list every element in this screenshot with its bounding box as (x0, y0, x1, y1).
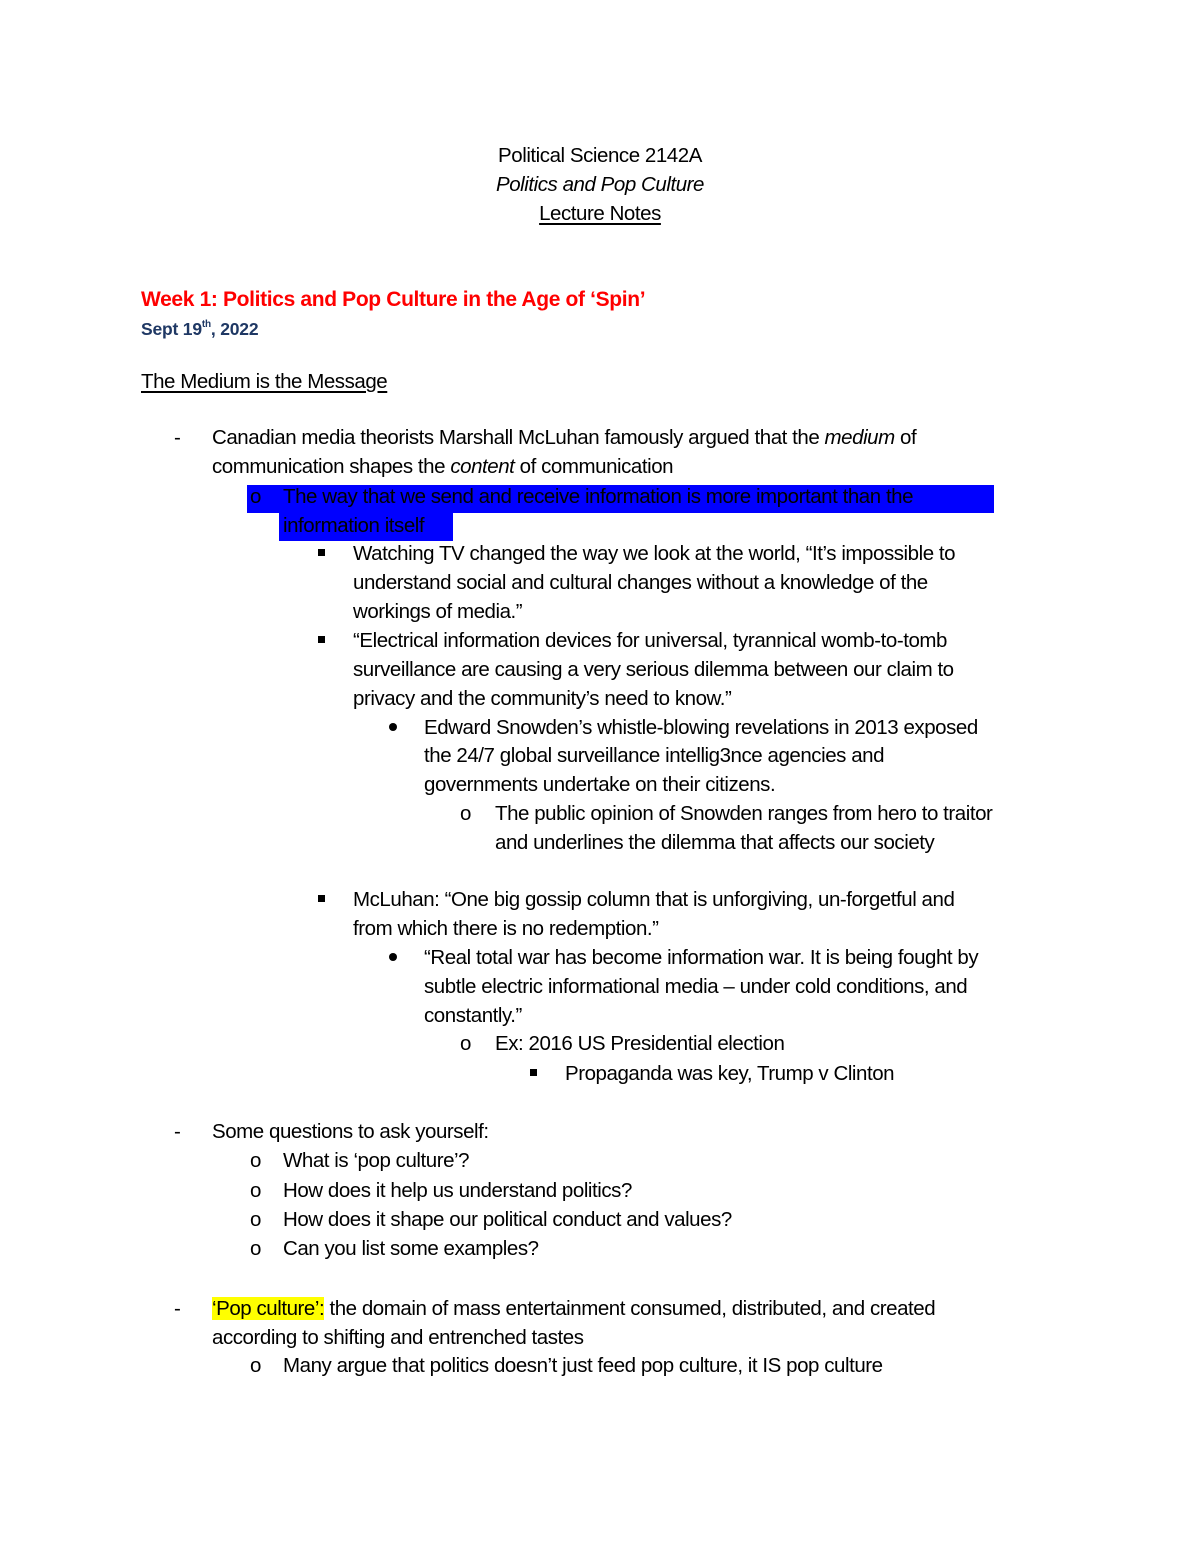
square-bullet (318, 636, 325, 643)
lecture-notes-label: Lecture Notes (539, 202, 661, 225)
highlight-line-2: information itself (283, 514, 425, 537)
electrical-line-3: privacy and the community’s need to know.” (353, 687, 732, 710)
circle-bullet: o (250, 1354, 262, 1377)
tv-line-3: workings of media.” (353, 600, 523, 623)
date-superscript: th (201, 319, 211, 331)
popculture-definition: the domain of mass entertainment consumed, distributed, and created (324, 1297, 936, 1320)
mcluhan-text-b: of (894, 426, 917, 449)
popculture-line-2: according to shifting and entrenched tastes (212, 1326, 584, 1349)
section-heading: The Medium is the Message (141, 370, 388, 393)
lecture-notes-title (0, 200, 1200, 228)
mcluhan-em-content: content (450, 455, 515, 478)
circle-bullet: o (250, 1237, 262, 1260)
gossip-line-2: from which there is no redemption.” (353, 917, 659, 940)
dot-bullet (389, 953, 397, 961)
highlight-line-1: The way that we send and receive information is more important than the (283, 485, 914, 508)
snowden-line-3: governments undertake on their citizens. (424, 773, 776, 796)
gossip-line-1: McLuhan: “One big gossip column that is unforgiving, un-forgetful and (353, 888, 955, 911)
popculture-line-1 (212, 1295, 935, 1323)
popculture-term: ‘Pop culture’: (212, 1297, 325, 1320)
question-item: How does it shape our political conduct and values? (283, 1208, 732, 1231)
dash-bullet: - (174, 1120, 181, 1143)
mcluhan-line-2 (212, 453, 673, 481)
mcluhan-em-medium: medium (824, 426, 895, 449)
circle-bullet: o (460, 1032, 472, 1055)
tv-line-1: Watching TV changed the way we look at the world, “It’s impossible to (353, 542, 956, 565)
electrical-line-2: surveillance are causing a very serious dilemma between our claim to (353, 658, 954, 681)
circle-bullet: o (250, 485, 262, 508)
course-title: Political Science 2142A (498, 144, 702, 167)
snowden-line-1: Edward Snowden’s whistle-blowing revelations in 2013 exposed (424, 716, 978, 739)
date-prefix: Sept 19 (141, 319, 202, 339)
war-line-2: subtle electric informational media – under cold conditions, and (424, 975, 968, 998)
opinion-line-2: and underlines the dilemma that affects our society (495, 831, 935, 854)
circle-bullet: o (250, 1208, 262, 1231)
question-item: What is ‘pop culture’? (283, 1149, 470, 1172)
circle-bullet: o (250, 1149, 262, 1172)
snowden-line-2: the 24/7 global surveillance intellig3nce agencies and (424, 744, 885, 767)
course-subtitle: Politics and Pop Culture (496, 173, 704, 196)
mcluhan-text-d: of communication (514, 455, 674, 478)
week-date (141, 315, 258, 343)
square-bullet (530, 1069, 537, 1076)
circle-bullet: o (250, 1179, 262, 1202)
war-line-1: “Real total war has become information war. It is being fought by (424, 946, 979, 969)
week-title: Week 1: Politics and Pop Culture in the Age of ‘Spin’ (141, 288, 646, 311)
tv-line-2: understand social and cultural changes without a knowledge of the (353, 571, 928, 594)
popculture-argue: Many argue that politics doesn’t just feed pop culture, it IS pop culture (283, 1354, 883, 1377)
dot-bullet (389, 723, 397, 731)
dash-bullet: - (174, 1297, 181, 1320)
square-bullet (318, 895, 325, 902)
date-suffix: , 2022 (210, 319, 259, 339)
mcluhan-text-c: communication shapes the (212, 455, 451, 478)
opinion-line-1: The public opinion of Snowden ranges from hero to traitor (495, 802, 993, 825)
circle-bullet: o (460, 802, 472, 825)
mcluhan-line-1 (212, 424, 916, 452)
questions-intro: Some questions to ask yourself: (212, 1120, 489, 1143)
electrical-line-1: “Electrical information devices for universal, tyrannical womb-to-tomb (353, 629, 947, 652)
war-line-3: constantly.” (424, 1004, 522, 1027)
question-item: Can you list some examples? (283, 1237, 539, 1260)
question-item: How does it help us understand politics? (283, 1179, 632, 1202)
mcluhan-text-a: Canadian media theorists Marshall McLuhan famously argued that the (212, 426, 825, 449)
example-line: Ex: 2016 US Presidential election (495, 1032, 785, 1055)
propaganda-line: Propaganda was key, Trump v Clinton (565, 1062, 895, 1085)
square-bullet (318, 549, 325, 556)
dash-bullet: - (174, 426, 181, 449)
